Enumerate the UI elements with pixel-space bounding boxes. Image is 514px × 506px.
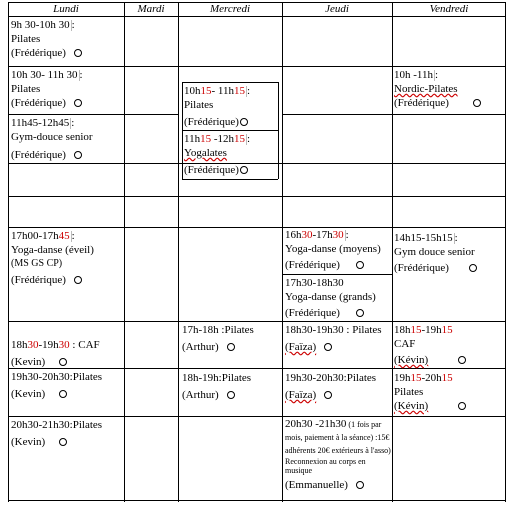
circle-icon: [458, 356, 466, 364]
row-border: [178, 66, 282, 67]
circle-icon: [356, 261, 364, 269]
instructor: (Kevin): [11, 356, 46, 368]
row-border: [178, 321, 282, 322]
row-border: [8, 500, 506, 501]
time: 9h 30-10h 30: [11, 19, 70, 31]
row-border: [124, 416, 178, 417]
time-red: 15: [410, 324, 422, 336]
col-border: [178, 2, 179, 502]
course-name: Yoga-danse (moyens): [285, 243, 381, 255]
row-border: [282, 321, 392, 322]
time: 11h: [184, 133, 201, 145]
row-border: [8, 227, 506, 228]
lundi-cell-3: 11h45-12h45 : Gym-douce senior (Frédérique): [11, 117, 93, 161]
lundi-cell-1: 9h 30-10h 30 : Pilates (Frédérique): [11, 18, 82, 60]
circle-icon: [356, 309, 364, 317]
time: -19h: [38, 339, 59, 351]
row-border: [282, 66, 392, 67]
circle-icon: [59, 358, 67, 366]
mercredi-cell-3: [182, 323, 254, 354]
time: 20h30-21h30:Pilates: [11, 419, 103, 431]
row-border: [392, 114, 506, 115]
header-jeudi: Jeudi: [325, 3, 349, 15]
header-mardi: Mardi: [137, 3, 165, 15]
time-red: 30: [332, 229, 344, 241]
lundi-cell-5: [11, 338, 100, 369]
instructor: (Kevin): [11, 388, 46, 400]
time: 18h30-19h30 : Pilates: [285, 324, 382, 336]
jeudi-cell-1: 16h30-17h30 : Yoga-danse (moyens) (Frédérique): [285, 229, 381, 271]
circle-icon: [227, 343, 235, 351]
instructor: (Frédérique): [394, 97, 449, 109]
mercredi-cell-1: 10h15- 11h15 : Pilates (Frédérique): [184, 85, 251, 128]
lundi-cell-2: 10h 30- 11h 30 : Pilates (Frédérique): [11, 69, 83, 109]
circle-icon: [324, 343, 332, 351]
row-border: [8, 16, 506, 17]
instructor: (Frédérique): [11, 47, 66, 59]
time-red: 30: [301, 229, 313, 241]
course-sub: (MS GS CP): [11, 258, 63, 269]
instructor: (Frédérique): [11, 274, 66, 286]
row-border: [178, 416, 282, 417]
col-border: [278, 82, 279, 179]
lundi-cell-4: 17h00-17h45 : Yoga-danse (éveil) (MS GS CP) (Frédérique): [11, 230, 94, 286]
time: 17h-18h :Pilates: [182, 324, 254, 336]
instructor: (Kévin): [394, 354, 429, 366]
mercredi-cell-2: 11h15 -12h15 : Yogalates (Frédérique): [184, 133, 251, 176]
circle-icon: [74, 49, 82, 57]
row-border: [392, 321, 506, 322]
time: 17h00-17h: [11, 230, 59, 242]
course-name: Yoga-danse (grands): [285, 291, 376, 303]
instructor: (Arthur): [182, 341, 219, 353]
circle-icon: [59, 438, 67, 446]
instructor: (Kevin): [11, 436, 46, 448]
row-border: [124, 114, 178, 115]
time-red: 15: [441, 372, 453, 384]
instructor: (Faïza): [285, 341, 317, 353]
jeudi-cell-3: [285, 323, 382, 354]
row-border: [8, 66, 124, 67]
time-red: 15: [234, 133, 246, 145]
instructor: (Frédérique): [184, 164, 239, 176]
row-border: [392, 66, 506, 67]
instructor: (Kévin): [394, 400, 429, 412]
row-border: [182, 130, 278, 131]
time: 10h -11h: [394, 69, 434, 81]
row-border: [392, 368, 506, 369]
time: 19h30-20h30:Pilates: [285, 372, 377, 384]
circle-icon: [240, 166, 248, 174]
time: -17h: [312, 229, 333, 241]
instructor: (Frédérique): [11, 149, 66, 161]
row-border: [8, 416, 124, 417]
price-note: (1 fois par mois, paiement à la séance) :15€ adhérents 20€ extérieurs à l'asso): [285, 420, 391, 455]
time: - 11h: [211, 85, 235, 97]
header-vendredi: Vendredi: [429, 3, 469, 15]
circle-icon: [74, 276, 82, 284]
circle-icon: [356, 481, 364, 489]
course-name: Pilates: [394, 386, 424, 398]
course-name: : CAF: [69, 339, 100, 351]
time-red: 15: [200, 85, 212, 97]
instructor: (Faïza): [285, 389, 317, 401]
instructor: (Frédérique): [285, 259, 340, 271]
col-border: [282, 2, 283, 502]
time: 18h: [11, 339, 28, 351]
time-red: 15: [441, 324, 453, 336]
time: -20h: [421, 372, 442, 384]
course-name: Pilates: [11, 33, 41, 45]
time: 19h30-20h30:Pilates: [11, 371, 103, 383]
course-name: Pilates: [11, 83, 41, 95]
instructor: (Frédérique): [11, 97, 66, 109]
circle-icon: [240, 118, 248, 126]
course-name: Nordic-Pilates: [394, 83, 458, 95]
row-border: [124, 368, 178, 369]
row-border: [178, 368, 282, 369]
row-border: [282, 274, 392, 275]
course-name: CAF: [394, 338, 416, 350]
time: 18h: [394, 324, 411, 336]
jeudi-cell-2: [285, 276, 376, 320]
lundi-cell-7: [11, 418, 102, 449]
time-red: 30: [27, 339, 39, 351]
col-border: [505, 2, 506, 502]
col-border: [182, 82, 183, 179]
time: 11h45-12h45: [11, 117, 70, 129]
instructor: (Frédérique): [285, 307, 340, 319]
time: 17h30-18h30: [285, 277, 344, 289]
schedule-table: [8, 2, 506, 502]
mercredi-cell-4: [182, 371, 251, 402]
row-border: [282, 416, 392, 417]
time: -12h: [211, 133, 235, 145]
jeudi-cell-4: [285, 371, 376, 402]
circle-icon: [74, 99, 82, 107]
circle-icon: [473, 99, 481, 107]
time: 18h-19h:Pilates: [182, 372, 252, 384]
row-border: [124, 321, 178, 322]
time-red: 15: [234, 85, 246, 97]
time-red: 30: [58, 339, 70, 351]
course-name: Yoga-danse (éveil): [11, 244, 94, 256]
row-border: [8, 196, 506, 197]
course-name: Yogalates: [184, 147, 227, 159]
time: 19h: [394, 372, 411, 384]
row-border: [8, 163, 506, 164]
vendredi-cell-1: 10h -11h : Nordic-Pilates (Frédérique): [394, 68, 481, 110]
row-border: [282, 114, 392, 115]
time: 10h 30- 11h 30: [11, 69, 78, 81]
circle-icon: [59, 390, 67, 398]
time-red: 15: [200, 133, 212, 145]
circle-icon: [227, 391, 235, 399]
course-name: Reconnexion au corps en musique: [285, 457, 366, 475]
course-name: Gym-douce senior: [11, 131, 93, 143]
instructor: (Frédérique): [394, 262, 449, 274]
row-border: [182, 82, 278, 83]
time-red: 45: [58, 230, 70, 242]
lundi-cell-6: [11, 370, 102, 401]
row-border: [182, 179, 278, 180]
row-border: [8, 321, 124, 322]
vendredi-cell-2: 14h15-15h15 : Gym douce senior (Frédérique): [394, 231, 477, 275]
vendredi-cell-4: [394, 371, 466, 413]
header-lundi: Lundi: [53, 3, 79, 15]
time: 20h30 -21h30: [285, 418, 347, 430]
row-border: [392, 416, 506, 417]
time: 10h: [184, 85, 201, 97]
row-border: [8, 114, 124, 115]
circle-icon: [74, 151, 82, 159]
row-border: [124, 66, 178, 67]
instructor: (Frédérique): [184, 116, 239, 128]
course-name: Pilates: [184, 99, 214, 111]
col-border: [392, 2, 393, 502]
time: 14h15-15h15: [394, 232, 453, 244]
col-border: [124, 2, 125, 502]
header-mercredi: Mercredi: [209, 3, 251, 15]
time-red: 15: [410, 372, 422, 384]
circle-icon: [469, 264, 477, 272]
course-name: Gym douce senior: [394, 246, 475, 258]
jeudi-cell-5: [285, 418, 391, 492]
time: -19h: [421, 324, 442, 336]
col-border: [8, 2, 9, 502]
instructor: (Arthur): [182, 389, 219, 401]
instructor: (Emmanuelle): [285, 479, 348, 491]
circle-icon: [324, 391, 332, 399]
circle-icon: [458, 402, 466, 410]
vendredi-cell-3: [394, 323, 466, 367]
time: 16h: [285, 229, 302, 241]
row-border: [282, 368, 392, 369]
